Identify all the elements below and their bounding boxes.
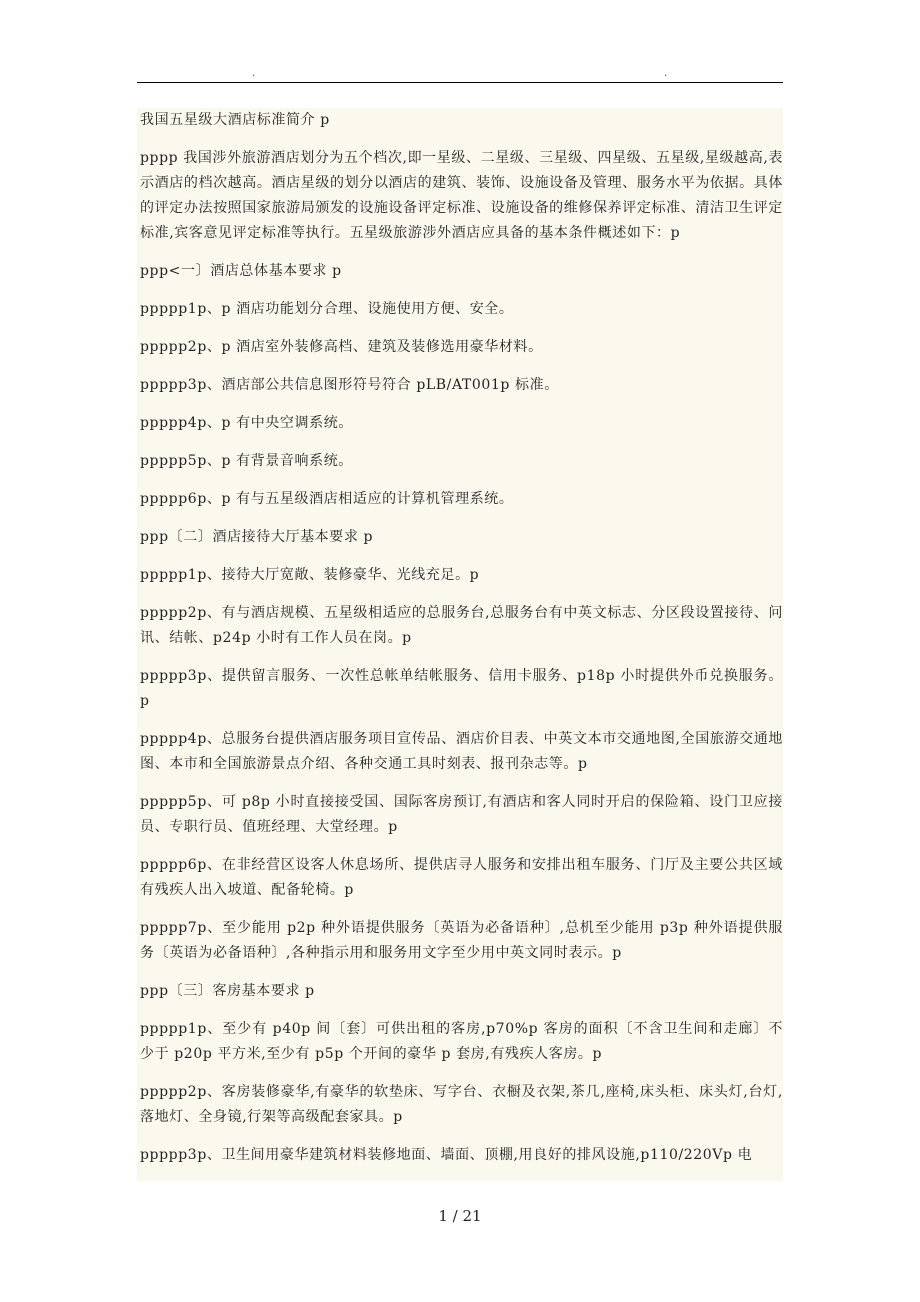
paragraph: ppppp2p、p 酒店室外装修高档、建筑及装修选用豪华材料。 [140, 339, 543, 355]
paragraph: pppp 我国涉外旅游酒店划分为五个档次,即一星级、二星级、三星级、四星级、五星级,星级越高,表示酒店的档次越高。酒店星级的划分以酒店的建筑、装饰、设施设备及管理、服务水平为依据。具体的评定办法按照国家旅游局颁发的设施设备评定标准、设施设备的维修保养评定标准、清洁卫生评定标准,宾客意见评定标准等执行。五星级旅游涉外酒店应具备的基本条件概述如下：p [140, 150, 783, 241]
paragraph: ppppp6p、p 有与五星级酒店相适应的计算机管理系统。 [140, 491, 514, 507]
paragraph: ppppp4p、总服务台提供酒店服务项目宣传品、酒店价目表、中英文本市交通地图,全国旅游交通地图、本市和全国旅游景点介绍、各种交通工具时刻表、报刊杂志等。p [140, 731, 783, 772]
paragraph: ppp〔二〕酒店接待大厅基本要求 p [140, 529, 374, 545]
header-rule [137, 82, 783, 83]
paragraph: ppppp1p、接待大厅宽敞、装修豪华、光线充足。p [140, 567, 480, 583]
paragraph: ppppp1p、p 酒店功能划分合理、设施使用方便、安全。 [140, 301, 514, 317]
paragraph: ppppp3p、提供留言服务、一次性总帐单结帐服务、信用卡服务、p18p 小时提供外币兑换服务。p [140, 668, 783, 709]
paragraph: ppppp5p、p 有背景音响系统。 [140, 453, 353, 469]
header-right-mark: . [664, 68, 668, 79]
paragraph: ppppp3p、卫生间用豪华建筑材料装修地面、墙面、顶棚,用良好的排风设施,p110/220Vp 电 [140, 1147, 753, 1163]
paragraph: ppppp5p、可 p8p 小时直接接受国、国际客房预订,有酒店和客人同时开启的保险箱、设门卫应接员、专职行员、值班经理、大堂经理。p [140, 794, 783, 835]
paragraph: ppppp4p、p 有中央空调系统。 [140, 415, 353, 431]
document-body [137, 108, 783, 1181]
header-left-mark: . [252, 68, 256, 79]
page-number: 1 / 21 [438, 1207, 482, 1225]
document-title: 我国五星级大酒店标准简介 p [140, 112, 330, 128]
paragraph: ppppp2p、客房装修豪华,有豪华的软垫床、写字台、衣橱及衣架,茶几,座椅,床头柜、床头灯,台灯,落地灯、全身镜,行架等高级配套家具。p [140, 1084, 783, 1125]
paragraph: ppp<一〕酒店总体基本要求 p [140, 263, 342, 279]
paragraph: ppppp2p、有与酒店规模、五星级相适应的总服务台,总服务台有中英文标志、分区段设置接待、问讯、结帐、p24p 小时有工作人员在岗。p [140, 605, 783, 646]
paragraph: ppppp1p、至少有 p40p 间〔套〕可供出租的客房,p70%p 客房的面积〔不含卫生间和走廊〕不少于 p20p 平方米,至少有 p5p 个开间的豪华 p 套房,有残疾人客房。p [140, 1021, 783, 1062]
paragraph: ppp〔三〕客房基本要求 p [140, 983, 315, 999]
paragraph: ppppp3p、酒店部公共信息图形符号符合 pLB/AT001p 标准。 [140, 377, 559, 393]
paragraph: ppppp6p、在非经营区设客人休息场所、提供店寻人服务和安排出租车服务、门厅及主要公共区域有残疾人出入坡道、配备轮椅。p [140, 857, 783, 898]
paragraph: ppppp7p、至少能用 p2p 种外语提供服务〔英语为必备语种〕,总机至少能用 p3p 种外语提供服务〔英语为必备语种〕,各种指示用和服务用文字至少用中英文同时表示。p [140, 920, 783, 961]
